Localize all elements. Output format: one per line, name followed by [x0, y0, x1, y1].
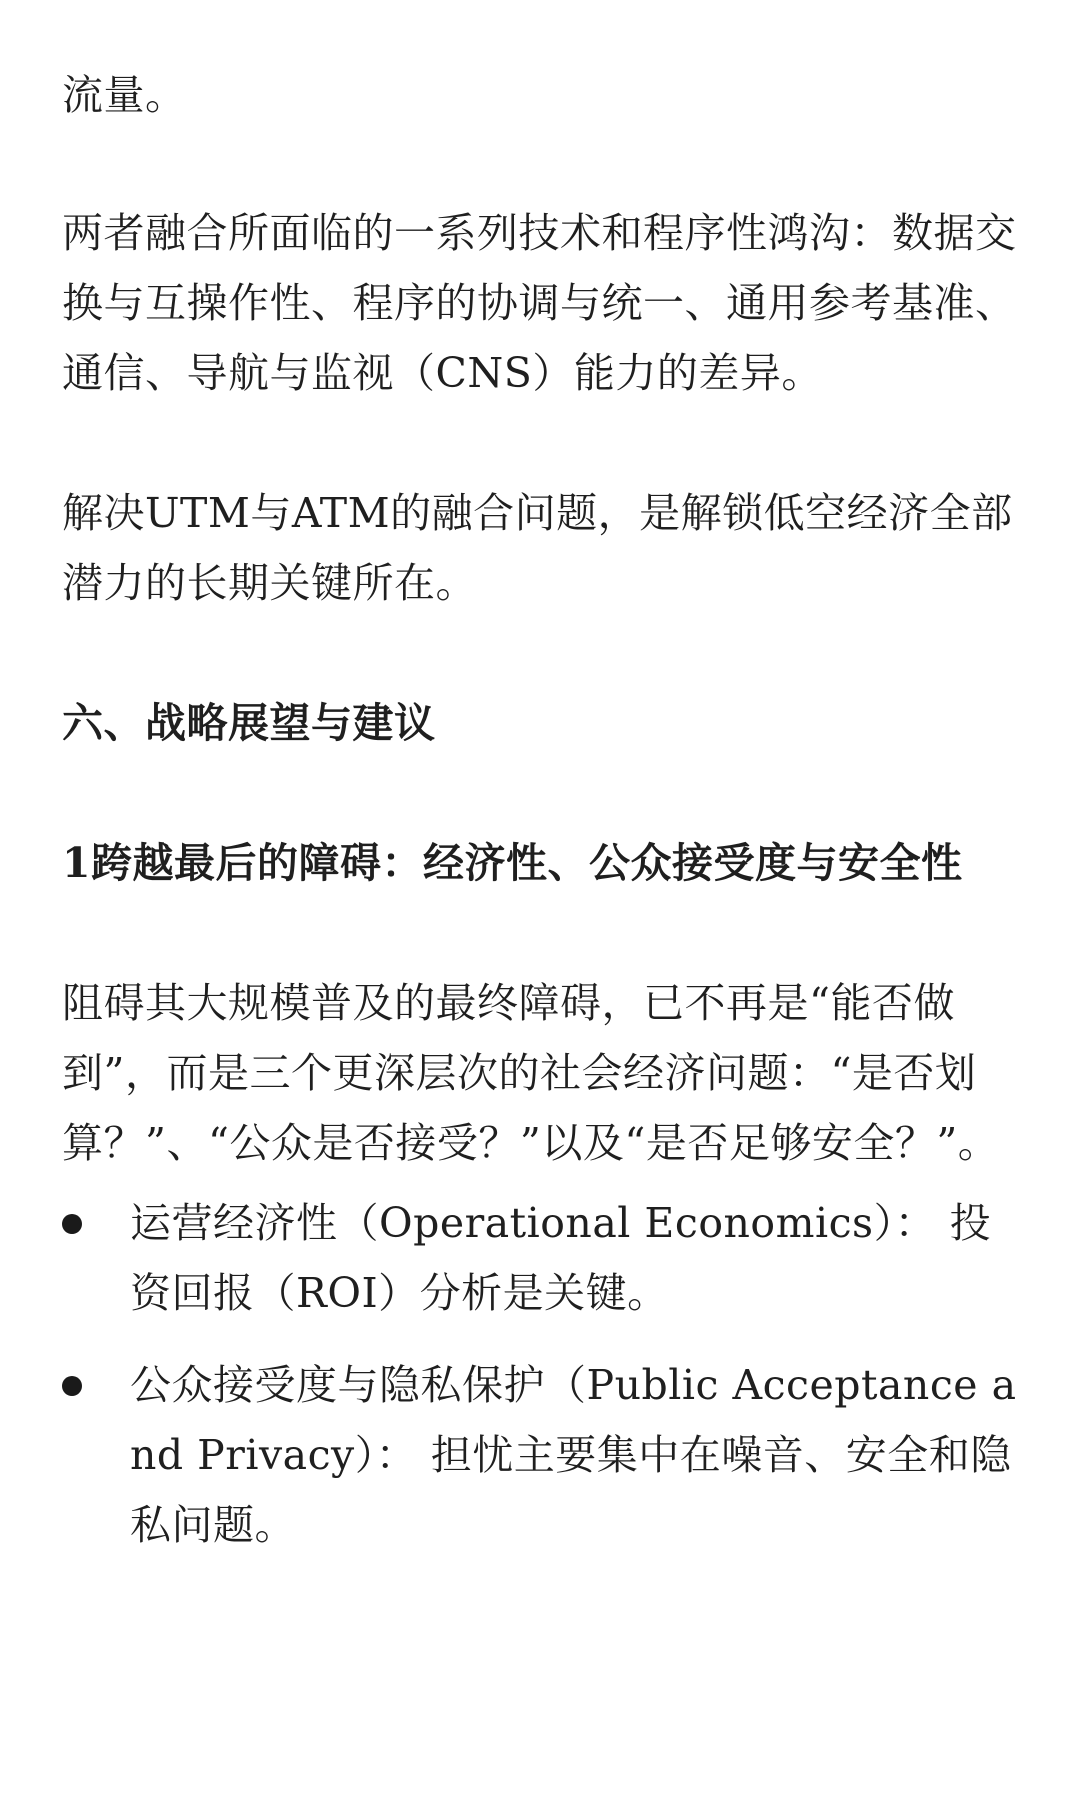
article-body — [62, 60, 1028, 1582]
list-item-text: 运营经济性（Operational Economics）： 投资回报（ROI）分析是关键。 — [130, 1199, 992, 1317]
list-item — [62, 1350, 1028, 1560]
paragraph-utm-atm: 解决UTM与ATM的融合问题，是解锁低空经济全部潜力的长期关键所在。 — [62, 489, 1013, 607]
paragraph-barriers: 阻碍其大规模普及的最终障碍，已不再是“能否做到”，而是三个更深层次的社会经济问题：“是否划算？”、“公众是否接受？”以及“是否足够安全？”。 — [62, 979, 1000, 1167]
paragraph-traffic: 流量。 — [62, 71, 187, 119]
paragraph-integration-gaps: 两者融合所面临的一系列技术和程序性鸿沟：数据交换与互操作性、程序的协调与统一、通用参考基准、通信、导航与监视（CNS）能力的差异。 — [62, 209, 1017, 397]
subsection-heading: 1跨越最后的障碍：经济性、公众接受度与安全性 — [62, 839, 963, 887]
bullet-dot-icon — [62, 1376, 82, 1396]
list-item-text: 公众接受度与隐私保护（Public Acceptance and Privacy）： 担忧主要集中在噪音、安全和隐私问题。 — [130, 1361, 1017, 1549]
bullet-dot-icon — [62, 1214, 82, 1234]
bullet-list — [62, 1188, 1028, 1560]
section-heading: 六、战略展望与建议 — [62, 699, 436, 747]
list-item — [62, 1188, 1028, 1328]
